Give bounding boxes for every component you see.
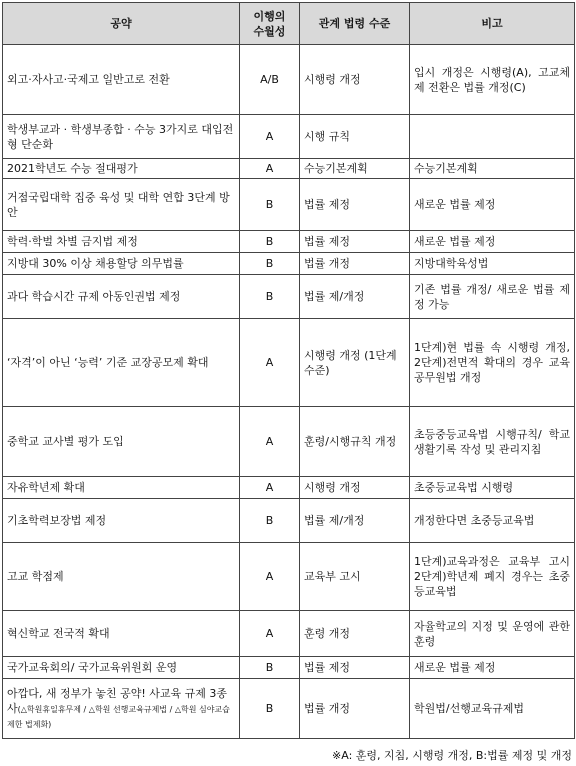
note-cell: 새로운 법률 제정 — [410, 231, 575, 253]
note-cell: 새로운 법률 제정 — [410, 657, 575, 679]
law-cell: 시행 규칙 — [300, 115, 410, 159]
law-cell: 시행령 개정 — [300, 477, 410, 499]
grade-cell: A — [240, 477, 300, 499]
pledge-cell: 혁신학교 전국적 확대 — [3, 611, 240, 657]
note-cell: 초등중등교육법 시행규칙/ 학교생활기록 작성 및 관리지침 — [410, 407, 575, 477]
header-feasibility-line2: 수월성 — [253, 24, 286, 38]
table-row — [3, 407, 575, 477]
law-cell: 훈령 개정 — [300, 611, 410, 657]
law-cell: 법률 개정 — [300, 679, 410, 739]
law-cell: 법률 제정 — [300, 657, 410, 679]
table-row — [3, 115, 575, 159]
note-cell: 수능기본계획 — [410, 159, 575, 179]
grade-cell: A — [240, 159, 300, 179]
grade-cell: A — [240, 611, 300, 657]
pledge-sub-text: (△학원휴일휴무제 / △학원 선행교육규제법 / △학원 심야교습제한 법제화) — [7, 705, 230, 729]
header-remarks: 비고 — [410, 3, 575, 45]
table-row — [3, 477, 575, 499]
grade-cell: B — [240, 679, 300, 739]
pledge-cell: 2021학년도 수능 절대평가 — [3, 159, 240, 179]
pledge-cell: 외고·자사고·국제고 일반고로 전환 — [3, 45, 240, 115]
law-cell: 법률 제정 — [300, 231, 410, 253]
grade-cell: B — [240, 253, 300, 275]
pledge-cell: ‘자격’이 아닌 ‘능력’ 기준 교장공모제 확대 — [3, 319, 240, 407]
table-row — [3, 179, 575, 231]
note-cell: 개정한다면 초중등교육법 — [410, 499, 575, 543]
table-row — [3, 253, 575, 275]
table-row — [3, 611, 575, 657]
note-cell: 새로운 법률 제정 — [410, 179, 575, 231]
footnote: ※A: 훈령, 지침, 시행령 개정, B:법률 제정 및 개정 — [332, 749, 572, 762]
table-row — [3, 159, 575, 179]
law-cell: 법률 제/개정 — [300, 499, 410, 543]
pledge-cell: 지방대 30% 이상 채용할당 의무법률 — [3, 253, 240, 275]
pledge-cell: 학생부교과 · 학생부종합 · 수능 3가지로 대입전형 단순화 — [3, 115, 240, 159]
pledge-cell — [3, 679, 240, 739]
table-row — [3, 275, 575, 319]
law-cell: 법률 개정 — [300, 253, 410, 275]
note-cell: 1단계)교육과정은 교육부 고시 2단계)학년제 폐지 경우는 초중등교육법 — [410, 543, 575, 611]
table-row — [3, 45, 575, 115]
law-cell: 법률 제정 — [300, 179, 410, 231]
law-cell: 시행령 개정 (1단계 수준) — [300, 319, 410, 407]
note-cell: 기존 법률 개정/ 새로운 법률 제정 가능 — [410, 275, 575, 319]
header-feasibility — [240, 3, 300, 45]
note-cell: 1단계)현 법률 속 시행령 개정, 2단계)전면적 확대의 경우 교육공무원법 개정 — [410, 319, 575, 407]
grade-cell: B — [240, 499, 300, 543]
law-cell: 시행령 개정 — [300, 45, 410, 115]
pledge-cell: 고교 학점제 — [3, 543, 240, 611]
grade-cell: A — [240, 407, 300, 477]
grade-cell: A — [240, 115, 300, 159]
table-row — [3, 319, 575, 407]
pledge-cell: 자유학년제 확대 — [3, 477, 240, 499]
table-header-row — [3, 3, 575, 45]
table-row — [3, 657, 575, 679]
grade-cell: B — [240, 657, 300, 679]
table-row — [3, 231, 575, 253]
table-row — [3, 499, 575, 543]
note-cell: 학원법/선행교육규제법 — [410, 679, 575, 739]
grade-cell: A — [240, 543, 300, 611]
note-cell — [410, 115, 575, 159]
grade-cell: B — [240, 179, 300, 231]
table-row — [3, 679, 575, 739]
pledge-cell: 거점국립대학 집중 육성 및 대학 연합 3단계 방안 — [3, 179, 240, 231]
grade-cell: B — [240, 275, 300, 319]
header-law-level: 관계 법령 수준 — [300, 3, 410, 45]
pledge-cell: 과다 학습시간 규제 아동인권법 제정 — [3, 275, 240, 319]
header-feasibility-line1: 이행의 — [253, 9, 286, 23]
pledge-cell: 학력·학벌 차별 금지법 제정 — [3, 231, 240, 253]
pledge-cell: 기초학력보장법 제정 — [3, 499, 240, 543]
note-cell: 자율학교의 지정 및 운영에 관한 훈령 — [410, 611, 575, 657]
pledge-table — [2, 2, 575, 739]
pledge-cell: 중학교 교사별 평가 도입 — [3, 407, 240, 477]
law-cell: 훈령/시행규칙 개정 — [300, 407, 410, 477]
law-cell: 수능기본계획 — [300, 159, 410, 179]
law-cell: 교육부 고시 — [300, 543, 410, 611]
grade-cell: B — [240, 231, 300, 253]
law-cell: 법률 제/개정 — [300, 275, 410, 319]
note-cell: 초중등교육법 시행령 — [410, 477, 575, 499]
header-pledge: 공약 — [3, 3, 240, 45]
grade-cell: A/B — [240, 45, 300, 115]
pledge-cell: 국가교육회의/ 국가교육위원회 운영 — [3, 657, 240, 679]
note-cell: 입시 개정은 시행령(A), 고교체제 전환은 법률 개정(C) — [410, 45, 575, 115]
table-row — [3, 543, 575, 611]
pledge-main-text: 아깝다, 새 정부가 놓친 공약! 사교육 규제 3종사 — [7, 687, 228, 715]
grade-cell: A — [240, 319, 300, 407]
note-cell: 지방대학육성법 — [410, 253, 575, 275]
